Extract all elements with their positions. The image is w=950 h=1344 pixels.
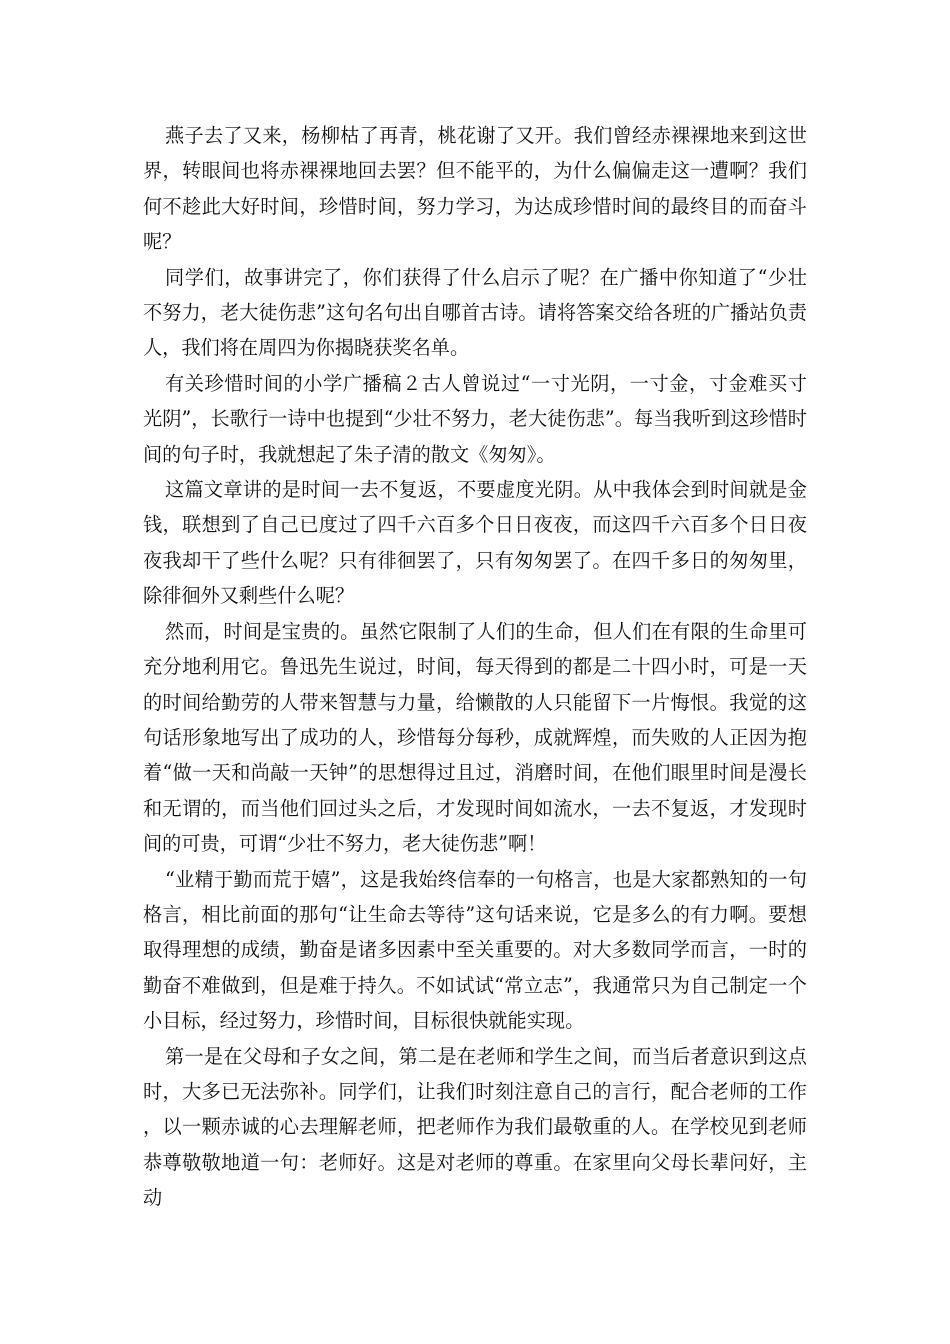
paragraph-5: 然而，时间是宝贵的。虽然它限制了人们的生命，但人们在有限的生命里可充分地利用它。鲁迅先生说过，时间，每天得到的都是二十四小时，可是一天的时间给勤劳的人带来智慧与力量，给懒散的人只能留下一片悔恨。我觉的这句话形象地写出了成功的人，珍惜每分每秒，成就辉煌，而失败的人正因为抱着“做一天和尚敲一天钟”的思想得过且过，消磨时间，在他们眼里时间是漫长和无谓的，而当他们回过头之后，才发现时间如流水，一去不复返，才发现时间的可贵，可谓“少壮不努力，老大徒伤悲”啊！ [143,619,807,856]
paragraph-2: 同学们，故事讲完了，你们获得了什么启示了呢？在广播中你知道了“少壮不努力，老大徒伤悲”这句名句出自哪首古诗。请将答案交给各班的广播站负责人，我们将在周四为你揭晓获奖名单。 [143,265,807,360]
paragraph-6: “业精于勤而荒于嬉”，这是我始终信奉的一句格言，也是大家都熟知的一句格言，相比前面的那句“让生命去等待”这句话来说，它是多么的有力啊。要想取得理想的成绩，勤奋是诸多因素中至关重要的。对大多数同学而言，一时的勤奋不难做到，但是难于持久。不如试试“常立志”，我通常只为自己制定一个小目标，经过努力，珍惜时间，目标很快就能实现。 [143,867,807,1033]
paragraph-7: 第一是在父母和子女之间，第二是在老师和学生之间，而当后者意识到这点时，大多已无法弥补。同学们，让我们时刻注意自己的言行，配合老师的工作，以一颗赤诚的心去理解老师，把老师作为我们最敬重的人。在学校见到老师恭尊敬敬地道一句：老师好。这是对老师的尊重。在家里向父母长辈问好，主动 [143,1044,807,1210]
paragraph-1: 燕子去了又来，杨柳枯了再青，桃花谢了又开。我们曾经赤裸裸地来到这世界，转眼间也将赤裸裸地回去罢？但不能平的，为什么偏偏走这一遭啊？我们何不趁此大好时间，珍惜时间，努力学习，为达成珍惜时间的最终目的而奋斗呢？ [143,124,807,254]
paragraph-3: 有关珍惜时间的小学广播稿２古人曾说过“一寸光阴，一寸金，寸金难买寸光阴”，长歌行一诗中也提到“少壮不努力，老大徒伤悲”。每当我听到这珍惜时间的句子时，我就想起了朱子清的散文《匆匆》。 [143,371,807,466]
document-page [143,118,807,1216]
paragraph-4: 这篇文章讲的是时间一去不复返，不要虚度光阴。从中我体会到时间就是金钱，联想到了自己已度过了四千六百多个日日夜夜，而这四千六百多个日日夜夜我却干了些什么呢？只有徘徊罢了，只有匆匆罢了。在四千多日的匆匆里，除徘徊外又剩些什么呢？ [143,478,807,608]
